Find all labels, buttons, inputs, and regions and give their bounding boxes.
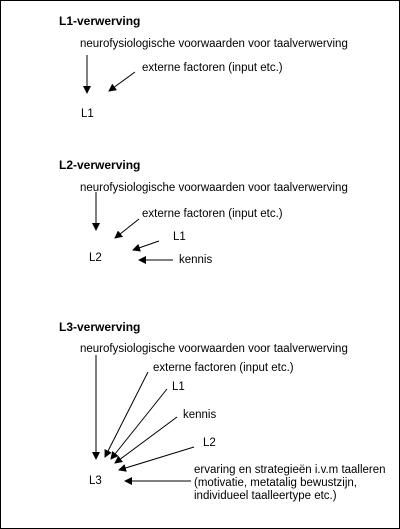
l3-target-label: L3 — [89, 475, 102, 487]
l3-arrow-knowledge — [115, 417, 177, 463]
l2-knowledge-label: kennis — [179, 254, 213, 266]
l3-heading: L3-verwerving — [59, 320, 141, 334]
l3-neuro-label: neurofysiologische voorwaarden voor taalverwerving — [80, 343, 348, 355]
l3-arrow-l2 — [119, 447, 194, 470]
l1-target-label: L1 — [81, 108, 94, 120]
l3-knowledge-label: kennis — [183, 409, 217, 421]
l1-arrow-external — [109, 72, 135, 91]
l2-external-label: externe factoren (input etc.) — [142, 208, 283, 220]
l2-heading: L2-verwerving — [59, 158, 141, 172]
l3-arrow-external — [105, 372, 148, 457]
l1-heading: L1-verwerving — [59, 14, 141, 28]
l3-experience-label: ervaring en strategieën i.v.m taalleren (motivatie, metatalig bewustzijn, individueel taalleertype etc.) — [194, 464, 386, 502]
l3-external-label: externe factoren (input etc.) — [153, 362, 294, 374]
l1-neuro-label: neurofysiologische voorwaarden voor taalverwerving — [80, 38, 348, 50]
l3-l2-label: L2 — [203, 437, 216, 449]
l2-arrow-external — [115, 219, 139, 238]
l3-arrow-l1 — [111, 389, 167, 459]
l2-target-label: L2 — [89, 252, 102, 264]
l2-neuro-label: neurofysiologische voorwaarden voor taalverwerving — [80, 182, 348, 194]
l3-l1-label: L1 — [172, 381, 185, 393]
l2-l1-label: L1 — [173, 231, 186, 243]
l1-external-label: externe factoren (input etc.) — [142, 62, 283, 74]
l2-arrow-l1 — [133, 241, 159, 250]
